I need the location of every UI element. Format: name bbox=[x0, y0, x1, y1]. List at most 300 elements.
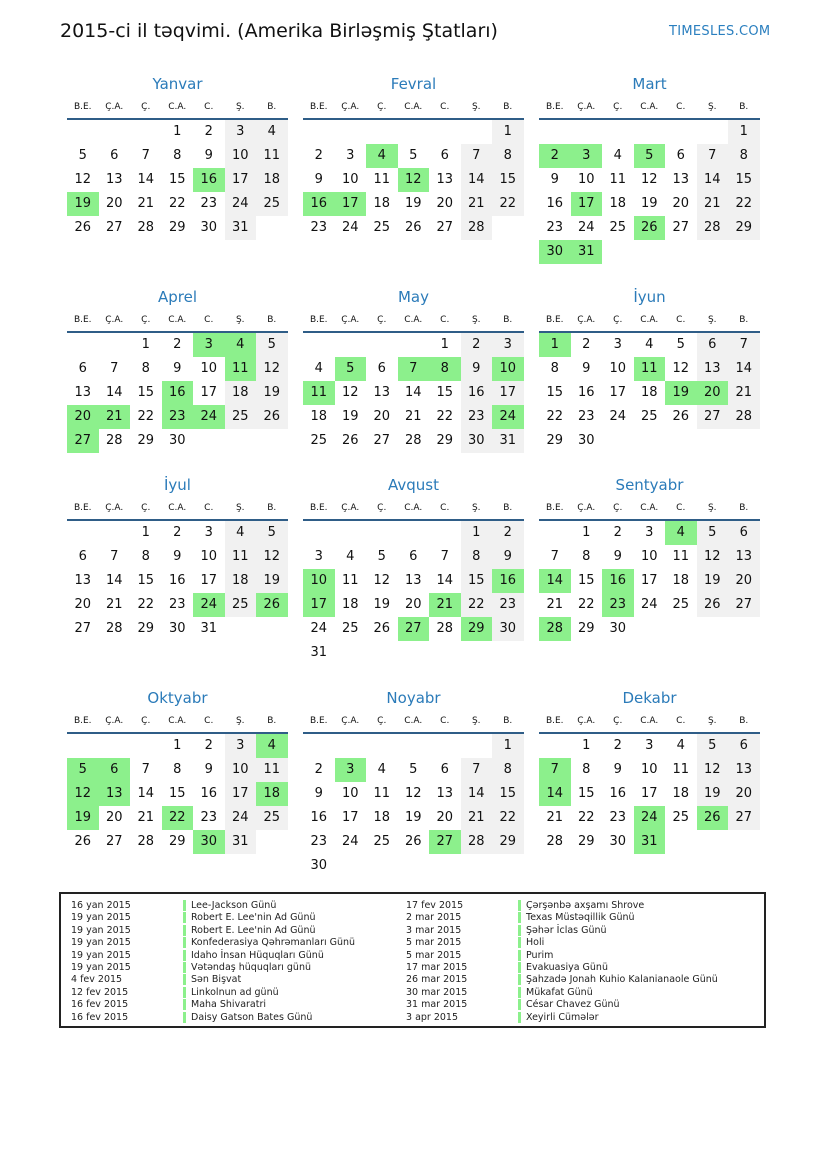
empty-cell bbox=[67, 120, 99, 144]
day-cell: 13 bbox=[373, 385, 391, 400]
weekday-label: Ç.A. bbox=[341, 315, 360, 325]
empty-cell bbox=[492, 854, 524, 878]
day-cell: 27 bbox=[105, 220, 123, 235]
weekend-day: 18 bbox=[256, 168, 288, 192]
day-cell: 7 bbox=[440, 549, 449, 564]
holiday-day: 20 bbox=[697, 381, 729, 405]
weekday-label: Ç.A. bbox=[577, 102, 596, 112]
weekday-header bbox=[67, 96, 288, 120]
weekend-day: 31 bbox=[225, 216, 257, 240]
weekday-header bbox=[303, 96, 524, 120]
weekday-label: Ç. bbox=[377, 716, 387, 726]
weekend-day: 8 bbox=[492, 758, 524, 782]
weekend-day: 15 bbox=[461, 569, 493, 593]
weekend-day: 15 bbox=[728, 168, 760, 192]
day-cell: 15 bbox=[546, 385, 564, 400]
day-cell: 2 bbox=[173, 337, 182, 352]
day-cell: 14 bbox=[137, 172, 155, 187]
month-name: İyul bbox=[164, 476, 191, 494]
weekend-day: 12 bbox=[256, 545, 288, 569]
holiday-row bbox=[406, 962, 718, 974]
day-cell: 11 bbox=[341, 573, 359, 588]
holiday-row bbox=[406, 1012, 718, 1024]
holiday-day: 11 bbox=[225, 357, 257, 381]
day-cell: 1 bbox=[582, 738, 591, 753]
day-cell: 24 bbox=[310, 621, 328, 636]
weekend-day: 11 bbox=[256, 758, 288, 782]
weekend-day: 25 bbox=[256, 192, 288, 216]
week-row bbox=[539, 545, 760, 569]
day-cell: 5 bbox=[409, 762, 418, 777]
weekend-day: 27 bbox=[728, 806, 760, 830]
empty-cell bbox=[99, 734, 131, 758]
holiday-day: 30 bbox=[539, 240, 571, 264]
weekday-label: B.E. bbox=[73, 315, 92, 325]
holiday-name: Mükafat Günü bbox=[518, 987, 593, 998]
day-cell: 1 bbox=[141, 337, 150, 352]
weekend-day: 21 bbox=[461, 806, 493, 830]
day-cell: 28 bbox=[546, 834, 564, 849]
empty-cell bbox=[366, 641, 398, 665]
month-days bbox=[67, 521, 288, 641]
day-cell: 15 bbox=[577, 786, 595, 801]
month-7 bbox=[67, 473, 288, 641]
holiday-list-column-1 bbox=[71, 900, 355, 1024]
day-cell: 28 bbox=[404, 433, 422, 448]
empty-cell bbox=[193, 429, 225, 453]
weekend-day: 22 bbox=[728, 192, 760, 216]
day-cell: 18 bbox=[672, 573, 690, 588]
week-row bbox=[539, 569, 760, 593]
day-cell: 22 bbox=[577, 597, 595, 612]
empty-cell bbox=[539, 120, 571, 144]
weekend-day: 1 bbox=[492, 734, 524, 758]
weekend-day: 15 bbox=[492, 168, 524, 192]
empty-cell bbox=[366, 521, 398, 545]
week-row bbox=[303, 168, 524, 192]
week-row bbox=[303, 641, 524, 665]
empty-cell bbox=[634, 617, 666, 641]
week-row bbox=[303, 569, 524, 593]
weekday-label: C.A. bbox=[404, 503, 423, 513]
weekend-day: 18 bbox=[225, 381, 257, 405]
empty-cell bbox=[665, 120, 697, 144]
empty-cell bbox=[728, 617, 760, 641]
day-cell: 24 bbox=[609, 409, 627, 424]
weekday-label: C.A. bbox=[640, 503, 659, 513]
weekend-day: 15 bbox=[492, 782, 524, 806]
weekday-label: Ç. bbox=[141, 716, 151, 726]
day-cell: 25 bbox=[373, 834, 391, 849]
weekday-label: C.A. bbox=[640, 716, 659, 726]
weekday-label: B. bbox=[267, 102, 277, 112]
holiday-name: Lee-Jackson Günü bbox=[183, 900, 276, 911]
day-cell: 15 bbox=[577, 573, 595, 588]
day-cell: 28 bbox=[105, 621, 123, 636]
month-5 bbox=[303, 285, 524, 453]
weekday-label: B.E. bbox=[309, 315, 328, 325]
holiday-row bbox=[406, 912, 718, 924]
holiday-day: 1 bbox=[539, 333, 571, 357]
day-cell: 8 bbox=[141, 549, 150, 564]
holiday-name: Robert E. Lee'nin Ad Günü bbox=[183, 912, 316, 923]
day-cell: 24 bbox=[341, 834, 359, 849]
holiday-row bbox=[406, 999, 718, 1011]
day-cell: 20 bbox=[373, 409, 391, 424]
day-cell: 27 bbox=[672, 220, 690, 235]
day-cell: 21 bbox=[105, 597, 123, 612]
weekday-header bbox=[67, 710, 288, 734]
day-cell: 3 bbox=[613, 337, 622, 352]
holiday-day: 23 bbox=[162, 405, 194, 429]
day-cell: 18 bbox=[672, 786, 690, 801]
day-cell: 30 bbox=[577, 433, 595, 448]
month-name: Fevral bbox=[390, 75, 437, 93]
holiday-name: Linkolnun ad günü bbox=[183, 987, 279, 998]
weekend-day: 6 bbox=[728, 734, 760, 758]
empty-cell bbox=[67, 734, 99, 758]
month-name: Oktyabr bbox=[147, 689, 208, 707]
holiday-day: 4 bbox=[665, 521, 697, 545]
weekend-day: 28 bbox=[461, 216, 493, 240]
holiday-name: Konfederasiya Qəhrəmanları Günü bbox=[183, 937, 355, 948]
weekend-day: 2 bbox=[461, 333, 493, 357]
day-cell: 23 bbox=[310, 220, 328, 235]
month-days bbox=[67, 734, 288, 854]
weekday-label: B. bbox=[503, 102, 513, 112]
weekday-header bbox=[67, 497, 288, 521]
weekend-day: 6 bbox=[728, 521, 760, 545]
holiday-date: 2 mar 2015 bbox=[406, 912, 462, 924]
day-cell: 7 bbox=[110, 361, 119, 376]
holiday-day: 2 bbox=[539, 144, 571, 168]
holiday-row bbox=[406, 925, 718, 937]
weekday-label: C. bbox=[204, 315, 214, 325]
weekend-day: 5 bbox=[256, 333, 288, 357]
day-cell: 2 bbox=[582, 337, 591, 352]
empty-cell bbox=[571, 120, 603, 144]
holiday-name: Vətəndaş hüquqları günü bbox=[183, 962, 311, 973]
empty-cell bbox=[697, 429, 729, 453]
holiday-row bbox=[71, 999, 355, 1011]
weekday-header bbox=[303, 497, 524, 521]
weekend-day: 16 bbox=[461, 381, 493, 405]
weekday-header bbox=[303, 309, 524, 333]
day-cell: 28 bbox=[105, 433, 123, 448]
day-cell: 9 bbox=[314, 786, 323, 801]
weekend-day: 21 bbox=[461, 192, 493, 216]
empty-cell bbox=[461, 120, 493, 144]
weekend-day: 8 bbox=[728, 144, 760, 168]
weekday-label: Ç. bbox=[613, 716, 623, 726]
day-cell: 16 bbox=[609, 786, 627, 801]
weekend-day: 3 bbox=[225, 120, 257, 144]
day-cell: 22 bbox=[168, 196, 186, 211]
holiday-row bbox=[406, 900, 718, 912]
holiday-date: 16 fev 2015 bbox=[71, 1011, 129, 1023]
weekday-label: Ş. bbox=[471, 315, 481, 325]
day-cell: 23 bbox=[546, 220, 564, 235]
weekday-label: C.A. bbox=[168, 503, 187, 513]
month-name: Dekabr bbox=[622, 689, 677, 707]
holiday-day: 12 bbox=[67, 782, 99, 806]
empty-cell bbox=[335, 854, 367, 878]
site-logo[interactable]: TIMESLES.COM bbox=[669, 24, 771, 39]
holiday-day: 11 bbox=[634, 357, 666, 381]
day-cell: 8 bbox=[173, 762, 182, 777]
day-cell: 22 bbox=[577, 810, 595, 825]
day-cell: 3 bbox=[314, 549, 323, 564]
day-cell: 21 bbox=[137, 196, 155, 211]
weekend-day: 28 bbox=[728, 405, 760, 429]
holiday-day: 19 bbox=[665, 381, 697, 405]
empty-cell bbox=[256, 830, 288, 854]
weekday-label: Ş. bbox=[235, 102, 245, 112]
empty-cell bbox=[728, 830, 760, 854]
weekday-label: B.E. bbox=[545, 716, 564, 726]
day-cell: 8 bbox=[141, 361, 150, 376]
month-days bbox=[303, 521, 524, 665]
weekday-label: B.E. bbox=[545, 503, 564, 513]
month-name: May bbox=[397, 288, 429, 306]
empty-cell bbox=[366, 734, 398, 758]
weekend-day: 19 bbox=[256, 569, 288, 593]
holiday-day: 26 bbox=[697, 806, 729, 830]
day-cell: 7 bbox=[141, 148, 150, 163]
weekday-label: C. bbox=[204, 503, 214, 513]
day-cell: 10 bbox=[577, 172, 595, 187]
day-cell: 14 bbox=[105, 385, 123, 400]
week-row bbox=[67, 617, 288, 641]
day-cell: 9 bbox=[204, 148, 213, 163]
day-cell: 2 bbox=[204, 738, 213, 753]
weekend-day: 11 bbox=[225, 545, 257, 569]
day-cell: 4 bbox=[377, 762, 386, 777]
weekday-label: Ç.A. bbox=[341, 503, 360, 513]
holiday-date: 19 yan 2015 bbox=[71, 961, 131, 973]
week-row bbox=[303, 758, 524, 782]
day-cell: 16 bbox=[546, 196, 564, 211]
day-cell: 16 bbox=[310, 810, 328, 825]
week-row bbox=[539, 806, 760, 830]
week-row bbox=[303, 216, 524, 240]
day-cell: 25 bbox=[640, 409, 658, 424]
week-row bbox=[67, 806, 288, 830]
day-cell: 6 bbox=[440, 762, 449, 777]
month-days bbox=[303, 120, 524, 240]
day-cell: 19 bbox=[373, 597, 391, 612]
weekday-label: B.E. bbox=[545, 315, 564, 325]
day-cell: 25 bbox=[341, 621, 359, 636]
holiday-name: Robert E. Lee'nin Ad Günü bbox=[183, 925, 316, 936]
month-days bbox=[303, 734, 524, 878]
weekend-day: 25 bbox=[225, 405, 257, 429]
weekend-day: 4 bbox=[256, 120, 288, 144]
week-row bbox=[67, 429, 288, 453]
weekend-day: 26 bbox=[256, 405, 288, 429]
week-row bbox=[303, 429, 524, 453]
holiday-day: 23 bbox=[602, 593, 634, 617]
day-cell: 24 bbox=[577, 220, 595, 235]
week-row bbox=[539, 333, 760, 357]
day-cell: 17 bbox=[609, 385, 627, 400]
week-row bbox=[67, 144, 288, 168]
day-cell: 17 bbox=[341, 810, 359, 825]
holiday-name: Idaho İnsan Hüquqları Günü bbox=[183, 950, 324, 961]
holiday-date: 16 yan 2015 bbox=[71, 900, 131, 911]
holiday-day: 27 bbox=[398, 617, 430, 641]
day-cell: 2 bbox=[204, 124, 213, 139]
day-cell: 11 bbox=[609, 172, 627, 187]
day-cell: 2 bbox=[314, 762, 323, 777]
day-cell: 8 bbox=[582, 549, 591, 564]
month-name: Yanvar bbox=[152, 75, 203, 93]
weekend-day: 7 bbox=[461, 144, 493, 168]
weekend-day: 28 bbox=[461, 830, 493, 854]
day-cell: 6 bbox=[409, 549, 418, 564]
day-cell: 22 bbox=[436, 409, 454, 424]
empty-cell bbox=[225, 617, 257, 641]
day-cell: 27 bbox=[74, 621, 92, 636]
day-cell: 30 bbox=[609, 621, 627, 636]
holiday-day: 10 bbox=[492, 357, 524, 381]
holiday-day: 24 bbox=[193, 593, 225, 617]
day-cell: 23 bbox=[200, 810, 218, 825]
month-3 bbox=[539, 72, 760, 264]
week-row bbox=[303, 381, 524, 405]
holiday-day: 4 bbox=[225, 333, 257, 357]
holiday-day: 31 bbox=[571, 240, 603, 264]
holiday-date: 30 mar 2015 bbox=[406, 986, 468, 998]
weekday-label: Ş. bbox=[235, 716, 245, 726]
day-cell: 9 bbox=[550, 172, 559, 187]
empty-cell bbox=[429, 120, 461, 144]
week-row bbox=[303, 120, 524, 144]
weekday-label: Ç.A. bbox=[105, 503, 124, 513]
weekend-day: 24 bbox=[225, 806, 257, 830]
day-cell: 24 bbox=[640, 597, 658, 612]
week-row bbox=[539, 758, 760, 782]
day-cell: 29 bbox=[137, 621, 155, 636]
week-row bbox=[67, 168, 288, 192]
day-cell: 29 bbox=[436, 433, 454, 448]
holiday-name: Purim bbox=[518, 950, 553, 961]
weekend-day: 31 bbox=[225, 830, 257, 854]
day-cell: 25 bbox=[310, 433, 328, 448]
weekday-label: C.A. bbox=[168, 315, 187, 325]
weekday-label: Ç. bbox=[613, 102, 623, 112]
day-cell: 24 bbox=[341, 220, 359, 235]
holiday-date: 12 fev 2015 bbox=[71, 986, 129, 998]
day-cell: 17 bbox=[640, 573, 658, 588]
day-cell: 6 bbox=[676, 148, 685, 163]
month-name: Mart bbox=[632, 75, 667, 93]
weekday-header bbox=[67, 309, 288, 333]
empty-cell bbox=[99, 521, 131, 545]
empty-cell bbox=[461, 854, 493, 878]
day-cell: 15 bbox=[137, 385, 155, 400]
day-cell: 20 bbox=[436, 196, 454, 211]
day-cell: 6 bbox=[377, 361, 386, 376]
weekday-label: C. bbox=[440, 716, 450, 726]
empty-cell bbox=[398, 521, 430, 545]
empty-cell bbox=[335, 521, 367, 545]
holiday-name: Çərşənbə axşamı Shrove bbox=[518, 900, 644, 911]
holiday-day: 7 bbox=[539, 758, 571, 782]
week-row bbox=[303, 545, 524, 569]
month-days bbox=[539, 521, 760, 641]
week-row bbox=[67, 569, 288, 593]
weekend-day: 27 bbox=[697, 405, 729, 429]
day-cell: 4 bbox=[645, 337, 654, 352]
day-cell: 9 bbox=[582, 361, 591, 376]
holiday-row bbox=[71, 900, 355, 912]
day-cell: 26 bbox=[404, 834, 422, 849]
month-days bbox=[539, 333, 760, 453]
day-cell: 10 bbox=[640, 762, 658, 777]
weekday-label: Ş. bbox=[471, 716, 481, 726]
weekend-day: 26 bbox=[697, 593, 729, 617]
holiday-day: 5 bbox=[67, 758, 99, 782]
weekday-label: B.E. bbox=[309, 102, 328, 112]
weekday-label: B. bbox=[739, 716, 749, 726]
holiday-day: 17 bbox=[335, 192, 367, 216]
empty-cell bbox=[303, 120, 335, 144]
weekday-label: Ç. bbox=[141, 503, 151, 513]
weekend-day: 12 bbox=[697, 758, 729, 782]
month-days bbox=[67, 120, 288, 240]
weekday-label: C.A. bbox=[404, 716, 423, 726]
day-cell: 21 bbox=[137, 810, 155, 825]
weekday-label: Ç. bbox=[141, 102, 151, 112]
holiday-day: 16 bbox=[162, 381, 194, 405]
holiday-date: 19 yan 2015 bbox=[71, 912, 131, 924]
weekday-header bbox=[539, 309, 760, 333]
week-row bbox=[67, 758, 288, 782]
holiday-day: 16 bbox=[492, 569, 524, 593]
day-cell: 14 bbox=[137, 786, 155, 801]
day-cell: 5 bbox=[78, 148, 87, 163]
weekday-label: Ş. bbox=[471, 503, 481, 513]
holiday-day: 5 bbox=[335, 357, 367, 381]
weekend-day: 5 bbox=[697, 734, 729, 758]
day-cell: 17 bbox=[200, 385, 218, 400]
holiday-day: 20 bbox=[67, 405, 99, 429]
week-row bbox=[539, 357, 760, 381]
day-cell: 8 bbox=[173, 148, 182, 163]
empty-cell bbox=[67, 333, 99, 357]
weekday-label: B. bbox=[503, 503, 513, 513]
holiday-list-column-2 bbox=[406, 900, 718, 1024]
holiday-date: 3 apr 2015 bbox=[406, 1011, 459, 1023]
day-cell: 11 bbox=[672, 549, 690, 564]
holiday-day: 16 bbox=[303, 192, 335, 216]
weekend-day: 14 bbox=[461, 782, 493, 806]
holiday-date: 31 mar 2015 bbox=[406, 999, 468, 1011]
weekend-day: 29 bbox=[492, 830, 524, 854]
holiday-day: 12 bbox=[398, 168, 430, 192]
holiday-day: 27 bbox=[67, 429, 99, 453]
weekday-label: Ş. bbox=[707, 716, 717, 726]
weekday-label: B. bbox=[739, 503, 749, 513]
empty-cell bbox=[99, 120, 131, 144]
day-cell: 10 bbox=[341, 172, 359, 187]
empty-cell bbox=[602, 429, 634, 453]
day-cell: 23 bbox=[577, 409, 595, 424]
month-days bbox=[539, 120, 760, 264]
weekend-day: 7 bbox=[697, 144, 729, 168]
day-cell: 8 bbox=[582, 762, 591, 777]
